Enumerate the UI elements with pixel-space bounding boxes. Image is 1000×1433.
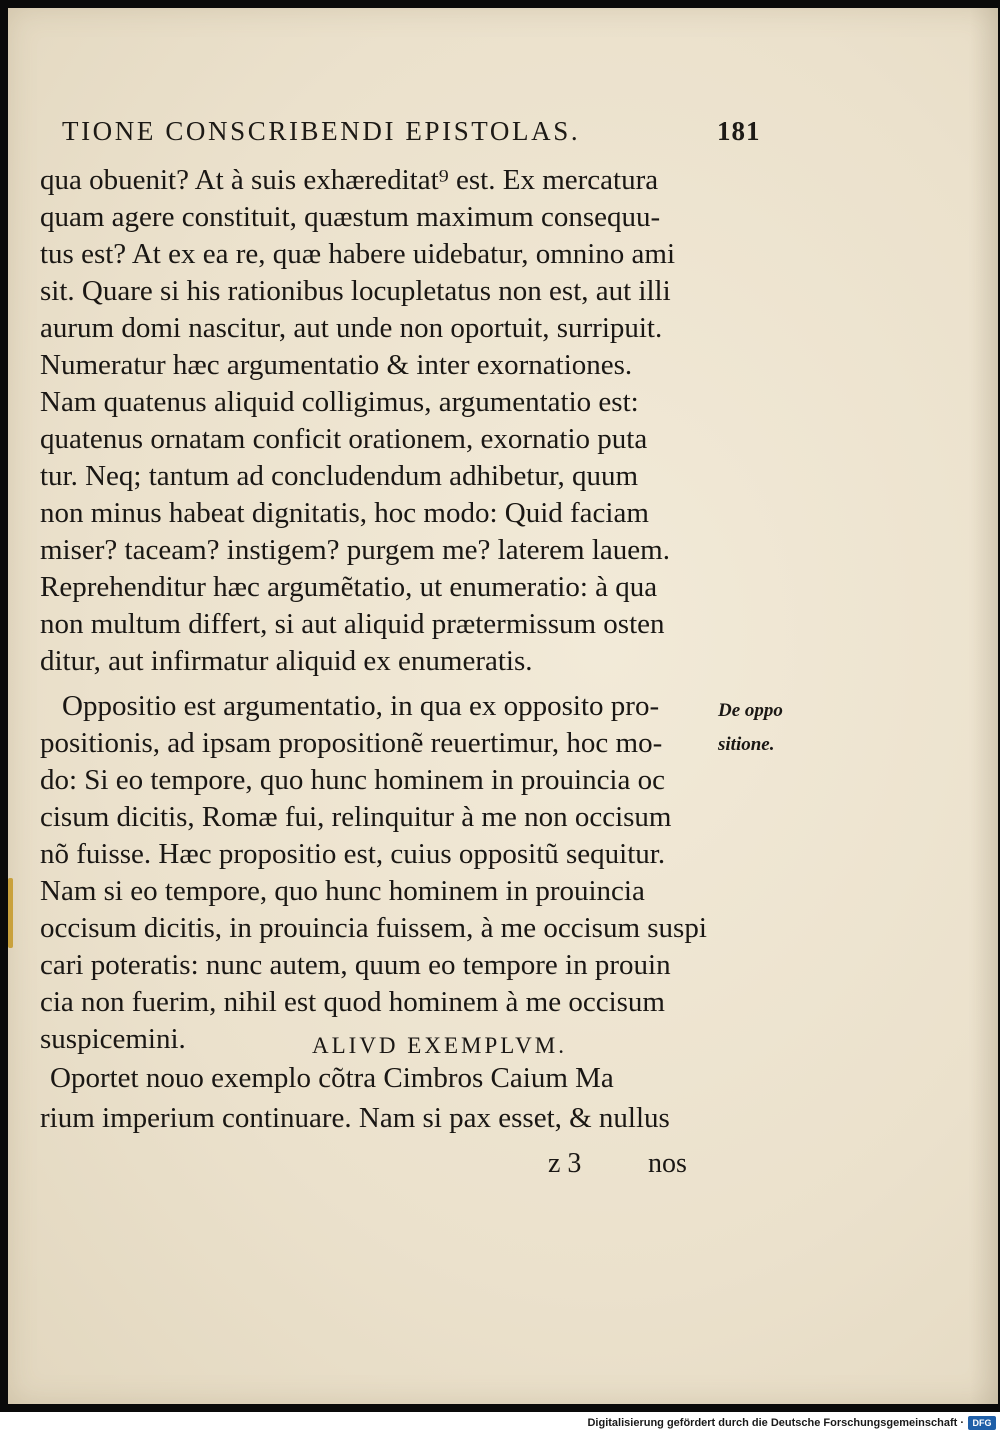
paragraph-start-line: Oportet nouo exemplo cõtra Cimbros Caium Ma: [50, 1062, 614, 1094]
text-line: cari poteratis: nunc autem, quum eo tempore in prouin: [40, 949, 671, 981]
text-line: sit. Quare si his rationibus locupletatus non est, aut illi: [40, 275, 671, 307]
paragraph-start-line: Oppositio est argumentatio, in qua ex opposito pro-: [62, 690, 660, 722]
running-head: [62, 116, 762, 156]
text-line: cia non fuerim, nihil est quod hominem à me occisum: [40, 986, 665, 1018]
text-line: quam agere constituit, quæstum maximum consequu-: [40, 201, 661, 233]
text-line: Numeratur hæc argumentatio & inter exornationes.: [40, 349, 633, 381]
text-line: do: Si eo tempore, quo hunc hominem in prouincia oc: [40, 764, 665, 796]
text-line: cisum dicitis, Romæ fui, relinquitur à me non occisum: [40, 801, 672, 833]
marginal-note-line: De oppo: [718, 700, 783, 721]
text-line: non minus habeat dignitatis, hoc modo: Quid faciam: [40, 497, 649, 529]
text-line: nõ fuisse. Hæc propositio est, cuius oppositũ sequitur.: [40, 838, 666, 870]
text-line: qua obuenit? At à suis exhæreditat⁹ est. Ex mercatura: [40, 164, 659, 196]
dfg-logo: DFG: [968, 1416, 996, 1430]
catchword: nos: [648, 1148, 687, 1179]
text-line: tus est? At ex ea re, quæ habere uidebatur, omnino ami: [40, 238, 676, 270]
text-line: positionis, ad ipsam propositionẽ reuertimur, hoc mo-: [40, 727, 663, 759]
text-line: suspicemini.: [40, 1023, 186, 1055]
text-line: quatenus ornatam conficit orationem, exornatio puta: [40, 423, 648, 455]
text-line: aurum domi nascitur, aut unde non oportuit, surripuit.: [40, 312, 663, 344]
page-number: 181: [717, 116, 761, 146]
marginal-note-line: sitione.: [718, 734, 775, 755]
text-line: tur. Neq; tantum ad concludendum adhibetur, quum: [40, 460, 639, 492]
text-line: non multum differt, si aut aliquid prætermissum osten: [40, 608, 665, 640]
running-head-title: TIONE CONSCRIBENDI EPISTOLAS.: [62, 116, 581, 146]
text-line: miser? taceam? instigem? purgem me? laterem lauem.: [40, 534, 670, 566]
text-line: rium imperium continuare. Nam si pax esset, & nullus: [40, 1102, 670, 1134]
text-line: Nam si eo tempore, quo hunc hominem in prouincia: [40, 875, 645, 907]
text-line: occisum dicitis, in prouincia fuissem, à me occisum suspi: [40, 912, 707, 944]
marginal-note: [718, 694, 828, 762]
text-line: Nam quatenus aliquid colligimus, argumentatio est:: [40, 386, 639, 418]
section-heading: ALIVD EXEMPLVM.: [312, 1033, 567, 1058]
text-line: ditur, aut infirmatur aliquid ex enumeratis.: [40, 645, 533, 677]
color-calibration-strip: [8, 878, 13, 948]
signature-mark: z 3: [548, 1148, 582, 1179]
text-line: Reprehenditur hæc argumẽtatio, ut enumeratio: à qua: [40, 571, 658, 603]
digitization-credit: Digitalisierung gefördert durch die Deutsche Forschungsgemeinschaft ·: [587, 1417, 964, 1429]
